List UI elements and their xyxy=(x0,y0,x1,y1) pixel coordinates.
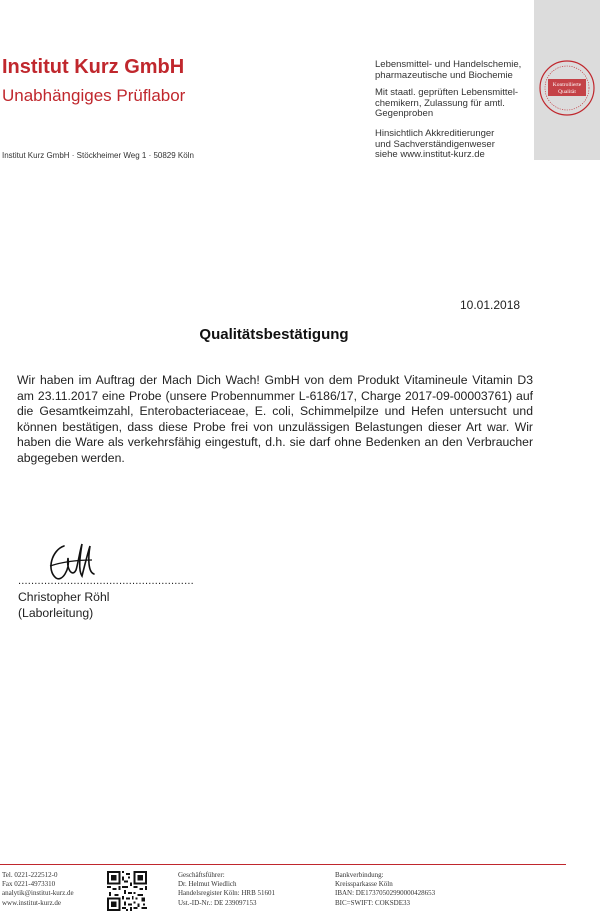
document-title: Qualitätsbestätigung xyxy=(199,326,349,343)
footer-iban: IBAN: DE17370502990000428653 xyxy=(335,889,436,898)
certification-note xyxy=(375,88,530,120)
accreditation-note xyxy=(375,129,530,161)
signer-name: Christopher Röhl xyxy=(18,590,110,604)
body-paragraph: Wir haben im Auftrag der Mach Dich Wach! GmbH von dem Produkt Vitamineule Vitamin D3 am 23.11.2017 eine Probe (unsere Probennummer L-6186/17, Charge 2017-09-00003761) auf die Gesamtkeimzahl, Enterobacteriaceae, E. coli, Schimmelpilze und Hefen untersucht und können bestätigen, dass diese Probe frei von unzulässigen Belastungen dieser Art war. Wir haben die Ware als verkehrsfähig eingestuft, d.h. sie darf ohne Bedenken an den Verbraucher abgegeben werden. xyxy=(17,373,533,465)
qr-code-icon xyxy=(107,871,147,911)
accreditation-line: und Sachverständigenweser xyxy=(375,138,495,150)
signature-line: ...................................................... xyxy=(18,575,194,587)
footer-email: analytik@institut-kurz.de xyxy=(2,889,74,898)
certification-line: Gegenproben xyxy=(375,108,434,119)
sender-address-line: Institut Kurz GmbH · Stöckheimer Weg 1 · 50829 Köln xyxy=(2,151,194,160)
footer-bic: BIC=SWIFT: COKSDE33 xyxy=(335,898,410,907)
service-description xyxy=(375,60,530,81)
quality-seal-icon xyxy=(537,58,597,118)
footer-management-label: Geschäftsführer: xyxy=(178,871,225,879)
footer-website: www.institut-kurz.de xyxy=(2,898,62,907)
seal-text-line: Qualität xyxy=(558,89,576,95)
seal-text-line: Kontrollierte xyxy=(552,82,582,88)
footer-management xyxy=(178,871,275,908)
footer-managing-director: Dr. Helmut Wiedlich xyxy=(178,880,237,889)
footer-contact xyxy=(2,871,74,908)
footer-vat-id: Ust.-ID-Nr.: DE 239097153 xyxy=(178,898,257,907)
signer-block xyxy=(18,590,109,621)
accreditation-line: Hinsichtlich Akkreditierunger xyxy=(375,128,495,139)
certification-line: chemikern, Zulassung für amtl. xyxy=(375,97,505,109)
footer-trade-register: Handelsregister Köln: HRB 51601 xyxy=(178,889,276,898)
footer-bank-label: Bankverbindung: xyxy=(335,871,384,879)
footer-bank-name: Kreissparkasse Köln xyxy=(335,880,393,889)
document-date: 10.01.2018 xyxy=(460,298,521,312)
footer-phone: Tel. 0221-222512-0 xyxy=(2,871,58,879)
certification-line: Mit staatl. geprüften Lebensmittel- xyxy=(375,87,519,98)
footer-divider xyxy=(0,864,566,865)
signer-role: (Laborleitung) xyxy=(18,605,94,620)
service-line: pharmazeutische und Biochemie xyxy=(375,69,513,81)
footer-bank xyxy=(335,871,435,908)
company-name: Institut Kurz GmbH xyxy=(2,56,185,78)
footer-fax: Fax 0221-4973310 xyxy=(2,880,56,889)
accreditation-line: siehe www.institut-kurz.de xyxy=(375,149,485,160)
company-subtitle: Unabhängiges Prüflabor xyxy=(2,86,186,105)
service-line: Lebensmittel- und Handelschemie, xyxy=(375,59,522,70)
